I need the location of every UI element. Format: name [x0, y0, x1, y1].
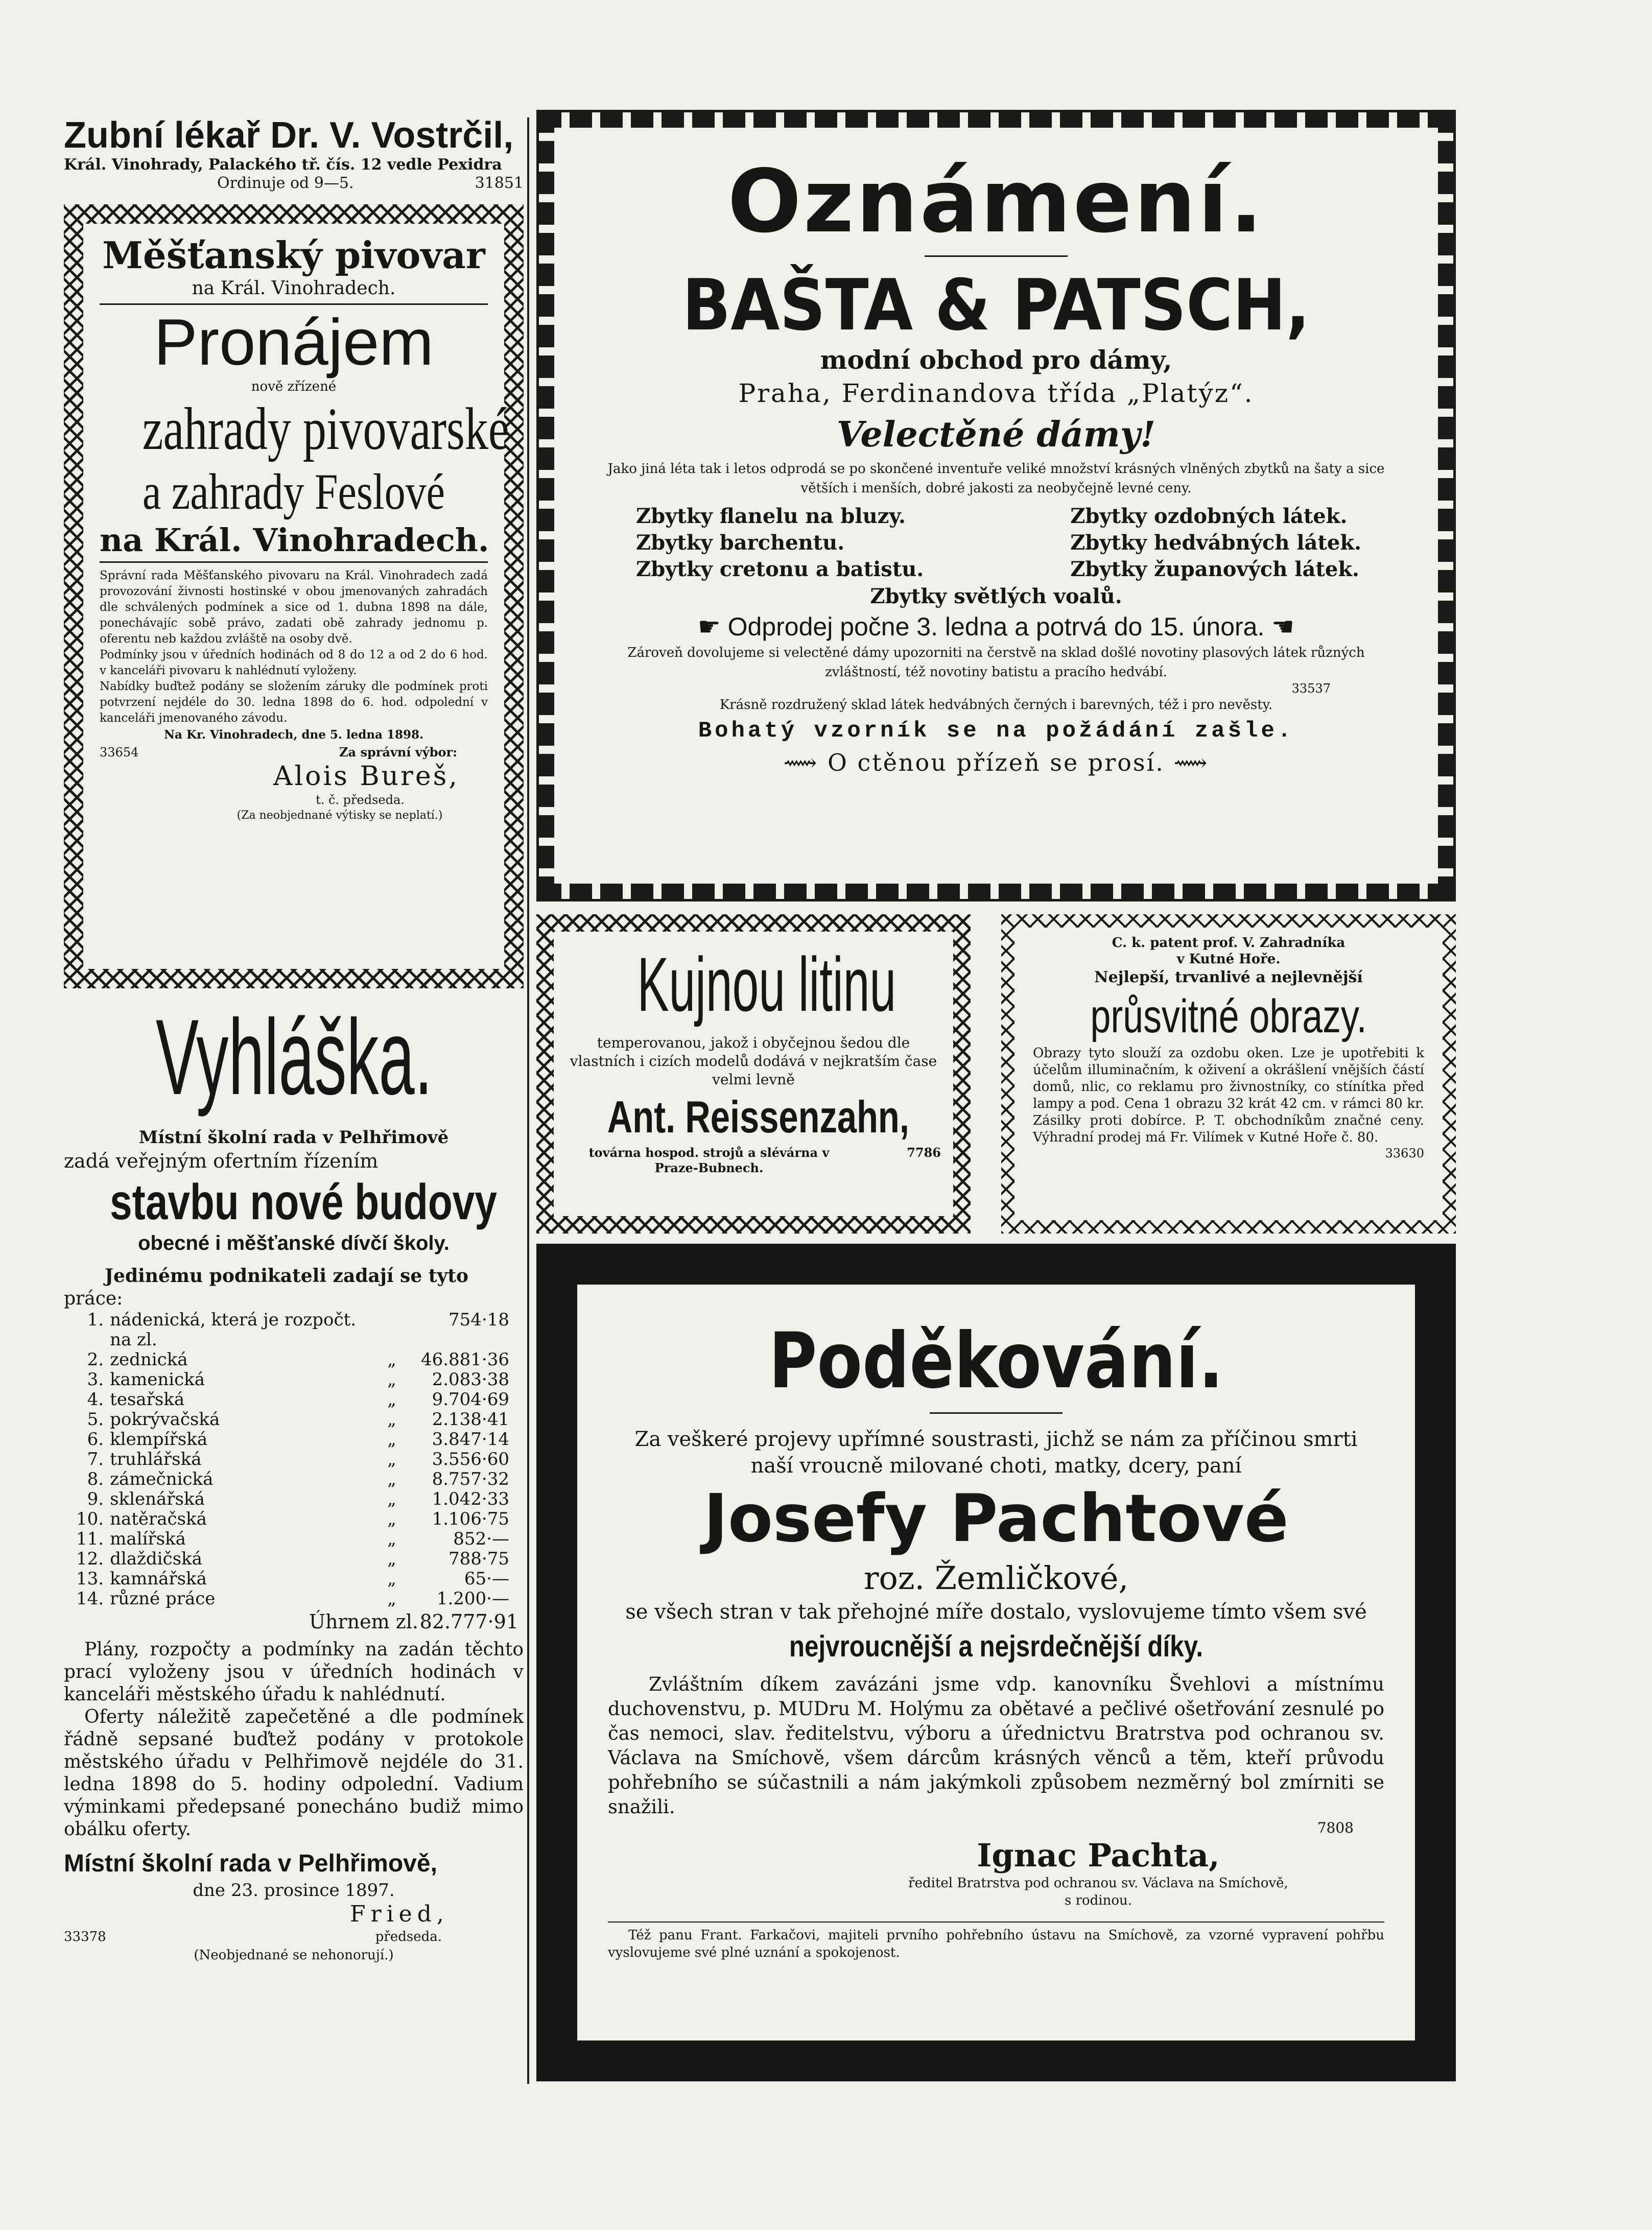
works-amount: 852·— — [453, 1529, 509, 1549]
zahradnik-code: 33630 — [1385, 1146, 1424, 1160]
bata-center: Zbytky světlých voalů. — [870, 584, 1122, 608]
vyhlaska-p1: Plány, rozpočty a podmínky na zadán těchto prací vyloženy jsou v úředních hodinách v kanceláři městského úřadu k nahlédnutí. — [64, 1639, 524, 1705]
works-name: truhlářská — [110, 1449, 202, 1469]
zahradnik-border — [1001, 914, 1456, 1233]
bata-code: 33537 — [1291, 681, 1331, 696]
vyhlaska-total: 82.777·91 — [419, 1610, 518, 1633]
brewery-body3: Nabídky buďtež podány se složením záruky dle podmínek proti potvrzení nejdéle do 30. ledna 1898 do 6. hod. odpolední v kanceláři jmenovaného závodu. — [100, 680, 488, 725]
brewery-big1: zahrady pivovarské — [142, 395, 509, 462]
works-amount: 1.200·— — [436, 1588, 509, 1609]
bata-firm: BAŠTA & PATSCH, — [682, 264, 1310, 346]
pointing-hand-icon: ☛ — [697, 612, 721, 641]
works-table-row — [73, 1509, 512, 1529]
dentist-code: 31851 — [475, 174, 524, 192]
thanks-intro: Za veškeré projevy upřímné soustrasti, jichž se nám za příčinou smrti naší vroucně milované choti, matky, dcery, paní — [634, 1428, 1358, 1478]
works-amount: 3.556·60 — [432, 1449, 509, 1469]
pointing-hand-icon: ☛ — [1271, 612, 1295, 641]
works-table-row — [73, 1370, 512, 1390]
zahradnik-line1: C. k. patent prof. V. Zahradníka — [1112, 935, 1346, 951]
vyhlaska-date: dne 23. prosince 1897. — [193, 1880, 395, 1901]
works-number: 5. — [87, 1409, 104, 1430]
brewery-ad — [83, 224, 509, 969]
bata-samples: Bohatý vzorník se na požádání zašle. — [698, 718, 1294, 744]
works-table-row — [73, 1410, 512, 1430]
brewery-body2: Podmínky jsou v úředních hodinách od 8 do 12 a od 2 do 6 hod. v kanceláři pivovaru k nahlédnutí vyloženy. — [100, 648, 488, 677]
works-name: klempířská — [110, 1429, 208, 1450]
works-amount: 46.881·36 — [420, 1349, 509, 1370]
reissenzahn-border — [536, 914, 971, 1233]
works-name: dlaždičská — [110, 1549, 202, 1569]
zahradnik-title: průsvitné obrazy. — [1090, 990, 1367, 1042]
zahradnik-ad — [1014, 928, 1443, 1220]
works-table-row — [73, 1310, 512, 1350]
works-amount: 1.042·33 — [432, 1489, 509, 1509]
brewery-signature: Alois Bureš, — [273, 761, 459, 792]
vyhlaska-big: stavbu nové budovy — [110, 1174, 498, 1230]
bata-left-item: Zbytky flanelu na bluzy. — [636, 504, 906, 528]
thanks-ad — [577, 1285, 1415, 2041]
ditto-mark: „ — [387, 1529, 396, 1549]
flourish-icon: ⟿ — [1173, 749, 1209, 776]
thanks-line: se všech stran v tak přehojné míře dostalo, vyslovujeme tímto všem své — [625, 1600, 1367, 1624]
zahradnik-line2: v Kutné Hoře. — [1176, 952, 1281, 967]
works-table-row — [73, 1489, 512, 1509]
works-amount: 2.138·41 — [432, 1409, 509, 1430]
brewery-place-date: Na Kr. Vinohradech, dne 5. ledna 1898. — [164, 728, 423, 742]
works-number: 3. — [87, 1369, 104, 1390]
thanks-signature: Ignac Pachta, — [977, 1837, 1220, 1874]
works-number: 13. — [76, 1569, 104, 1589]
ditto-mark: „ — [387, 1588, 396, 1609]
works-table-row — [73, 1469, 512, 1489]
works-table-row — [73, 1350, 512, 1370]
vyhlaska-board: Místní školní rada v Pelhřimově — [138, 1127, 449, 1148]
ditto-mark: „ — [387, 1509, 396, 1529]
vyhlaska-signature: Fried, — [350, 1901, 449, 1927]
ditto-spacer — [366, 1310, 418, 1350]
works-name: tesařská — [110, 1389, 185, 1410]
works-amount: 9.704·69 — [432, 1389, 509, 1410]
works-name: pokrývačská — [110, 1409, 220, 1430]
works-name: natěračská — [110, 1509, 207, 1529]
works-table — [73, 1310, 512, 1609]
works-table-row — [73, 1569, 512, 1589]
ditto-mark: „ — [387, 1409, 396, 1430]
works-table-row — [73, 1390, 512, 1410]
works-table-row — [73, 1430, 512, 1450]
works-amount: 2.083·38 — [432, 1369, 509, 1390]
vyhlaska-note: (Neobjednané se nehonorují.) — [194, 1948, 394, 1963]
works-number: 4. — [87, 1389, 104, 1410]
reissenzahn-ad — [554, 932, 953, 1216]
bata-notice: Zároveň dovolujeme si velectěné dámy upozorniti na čerstvě na sklad došlé novotiny plasových látek různých zvláštností, též novotiny batistu a pracího hedvábí. — [627, 645, 1365, 680]
vyhlaska-ad — [64, 999, 524, 2081]
ditto-mark: „ — [387, 1489, 396, 1509]
bata-sale — [580, 610, 1412, 643]
works-number: 14. — [76, 1588, 104, 1609]
brewery-body1: Správní rada Měšťanského pivovaru na Král. Vinohradech zadá provozování živnosti hostinské v obou jmenovaných zahradách dle schválených podmínek a sice od 1. dubna 1898 na dále, ponechávajíc sobě právo, zadati obě zahrady jednomu p. oferentu neb každou zvláště na osoby dvě. — [100, 569, 488, 646]
vyhlaska-line1: zadá veřejným ofertním řízením — [64, 1150, 379, 1172]
works-amount: 3.847·14 — [432, 1429, 509, 1450]
thanks-name: Josefy Pachtové — [703, 1481, 1289, 1557]
bata-right-item: Zbytky hedvábných látek. — [1070, 531, 1361, 555]
bata-stock: Krásně rozdružený sklad látek hedvábných černých i barevných, též i pro nevěsty. — [719, 697, 1273, 713]
brewery-code: 33654 — [100, 745, 139, 760]
works-number: 2. — [87, 1349, 104, 1370]
reissenzahn-footer: továrna hospod. strojů a slévárna v Praze-Bubnech. — [588, 1145, 830, 1175]
thanks-code: 7808 — [1317, 1819, 1354, 1836]
works-number: 10. — [76, 1509, 104, 1529]
works-amount: 754·18 — [449, 1310, 509, 1330]
thanks-title: Poděkování. — [768, 1317, 1224, 1406]
dentist-hours: Ordinuje od 9—5. — [217, 174, 354, 192]
bata-sub: modní obchod pro dámy, — [820, 345, 1172, 375]
vyhlaska-role: předseda. — [375, 1929, 442, 1944]
ditto-mark: „ — [387, 1549, 396, 1569]
vyhlaska-closing: Místní školní rada v Pelhřimově, — [64, 1850, 437, 1877]
works-name: různé práce — [110, 1588, 216, 1609]
thanks-born: roz. Žemličkové, — [863, 1559, 1129, 1597]
reissenzahn-code: 7786 — [907, 1145, 941, 1160]
bata-right-item: Zbytky ozdobných látek. — [1070, 504, 1348, 528]
bata-title: Oznámení. — [727, 151, 1265, 252]
ditto-mark: „ — [387, 1429, 396, 1450]
ditto-mark: „ — [387, 1449, 396, 1469]
bata-intro: Jako jiná léta tak i letos odprodá se po skončené inventuře veliké množství krásných vlněných zbytků na šaty a sice větších i menších, dobré jakosti za neobyčejně levné ceny. — [607, 461, 1385, 496]
bata-greeting: Velectěné dámy! — [836, 414, 1156, 455]
brewery-title: Pronájem — [154, 306, 434, 379]
vyhlaska-p2: Oferty náležitě zapečetěné a dle podmínek řádně sepsané buďtež podány v protokole městského úřadu v Pelhřimově nejdéle do 31. ledna 1898 do 5. hodiny odpolední. Vadium výminkami předepsané ponecháno budiž mimo obálku oferty. — [64, 1706, 524, 1840]
works-number: 9. — [87, 1489, 104, 1509]
brewery-new: nově zřízené — [251, 379, 337, 394]
brewery-role: t. č. předseda. — [316, 793, 405, 807]
works-number: 1. — [87, 1310, 104, 1330]
ditto-mark: „ — [387, 1469, 396, 1489]
brewery-ad-border — [64, 204, 524, 988]
works-amount: 65·— — [464, 1569, 509, 1589]
works-name: kamnářská — [110, 1569, 207, 1589]
vyhlaska-intro-a: Jedinému podnikateli zadají se tyto — [105, 1265, 468, 1287]
works-table-row — [73, 1529, 512, 1549]
works-number: 11. — [76, 1529, 104, 1549]
thanks-role: ředitel Bratrstva pod ochranou sv. Václava na Smíchově, — [908, 1876, 1288, 1891]
works-table-row — [73, 1549, 512, 1569]
bata-border — [536, 110, 1456, 902]
brewery-subheader: na Král. Vinohradech. — [192, 278, 396, 299]
bata-left-item: Zbytky barchentu. — [636, 531, 845, 555]
thanks-family: s rodinou. — [1064, 1893, 1132, 1908]
flourish-icon: ⟿ — [783, 749, 819, 776]
dentist-address: Král. Vinohrady, Palackého tř. čís. 12 vedle Pexidra — [64, 156, 502, 174]
works-name: zámečnická — [110, 1469, 214, 1489]
works-name: zednická — [110, 1349, 188, 1370]
ditto-mark: „ — [387, 1389, 396, 1410]
brewery-note: (Za neobjednané výtisky se neplatí.) — [237, 809, 443, 822]
works-name: malířská — [110, 1529, 186, 1549]
bata-ad — [559, 133, 1433, 879]
thanks-footer: Též panu Frant. Farkačovi, majiteli prvního pohřebního ústavu na Smíchově, za vzorné vypravení pohřbu vyslovujeme své plné uznání a spokojenost. — [608, 1928, 1384, 1960]
brewery-header: Měšťanský pivovar — [102, 233, 485, 277]
zahradnik-line3: Nejlepší, trvanlivé a nejlevnější — [1094, 968, 1363, 986]
works-number: 7. — [87, 1449, 104, 1469]
vyhlaska-total-label: Úhrnem zl. — [309, 1610, 418, 1633]
ditto-mark: „ — [387, 1369, 396, 1390]
works-number: 6. — [87, 1429, 104, 1450]
works-table-row — [73, 1450, 512, 1469]
bata-favor — [580, 747, 1412, 778]
thanks-thanks: nejvroucnější a nejsrdečnější díky. — [789, 1630, 1203, 1663]
vyhlaska-title: Vyhláška. — [156, 997, 433, 1117]
bata-right-item: Zbytky županových látek. — [1070, 557, 1359, 581]
brewery-big2: a zahrady Feslové — [143, 463, 445, 520]
works-amount: 8.757·32 — [432, 1469, 509, 1489]
brewery-location: na Král. Vinohradech. — [100, 521, 489, 559]
thanks-body: Zvláštním díkem zavázáni jsme vdp. kanovníku Švehlovi a místnímu duchovenstvu, p. MUDru M. Holýmu za obětavé a pečlivé ošetřování zesnulé po čas nemoci, slav. ředitelstvu, výboru a úřednictvu Bratrstva pod ochranou sv. Václava na Smíchově, všem dárcům krásných věnců a těm, kteří průvodu pohřebního se súčastnili a nám jakýmkoli způsobem nezměrný bol zmírniti se snažili. — [608, 1673, 1384, 1818]
dentist-title: Zubní lékař Dr. V. Vostrčil, — [64, 115, 514, 156]
works-name: kamenická — [110, 1369, 205, 1390]
works-name: nádenická, která je rozpočt. na zl. — [110, 1310, 357, 1350]
vyhlaska-code: 33378 — [64, 1929, 106, 1944]
reissenzahn-text: temperovanou, jakož i obyčejnou šedou dle vlastních i cizích modelů dodává v nejkratším čase velmi levně — [570, 1034, 937, 1088]
zahradnik-text: Obrazy tyto slouží za ozdobu oken. Lze je upotřebiti k účelům illuminačním, k oživení a okrášlení vnějších částí domů, nlic, co reklamu pro živnostníky, co stínítka před lampy a pod. Cena 1 obrazu 32 krát 42 cm. v rámci 80 kr. Zásilky proti dobírce. P. T. obchodníkům značné ceny. Výhradní prodej má Fr. Vilímek v Kutné Hoře č. 80. — [1033, 1046, 1424, 1145]
works-name: sklenářská — [110, 1489, 205, 1509]
works-number: 8. — [87, 1469, 104, 1489]
ditto-mark: „ — [387, 1349, 396, 1370]
bata-favor-text: O ctěnou přízeň se prosí. — [828, 749, 1165, 776]
vyhlaska-sub: obecné i měšťanské dívčí školy. — [138, 1232, 450, 1254]
bata-sale-text: Odprodej počne 3. ledna a potrvá do 15. února. — [727, 612, 1265, 641]
bata-address: Praha, Ferdinandova třída „Platýz“. — [738, 378, 1254, 408]
bata-left-item: Zbytky cretonu a batistu. — [636, 557, 924, 581]
works-amount: 788·75 — [449, 1549, 509, 1569]
reissenzahn-title: Kujnou litinu — [637, 941, 896, 1027]
dentist-ad — [64, 115, 524, 197]
column-rule — [527, 117, 529, 2084]
ditto-mark: „ — [387, 1569, 396, 1589]
brewery-for-board: Za správní výbor: — [339, 745, 457, 760]
works-table-row — [73, 1589, 512, 1609]
reissenzahn-name: Ant. Reissenzahn, — [607, 1092, 909, 1142]
works-amount: 1.106·75 — [432, 1509, 509, 1529]
vyhlaska-intro-b: práce: — [64, 1288, 123, 1309]
works-number: 12. — [76, 1549, 104, 1569]
thanks-border — [536, 1244, 1456, 2081]
